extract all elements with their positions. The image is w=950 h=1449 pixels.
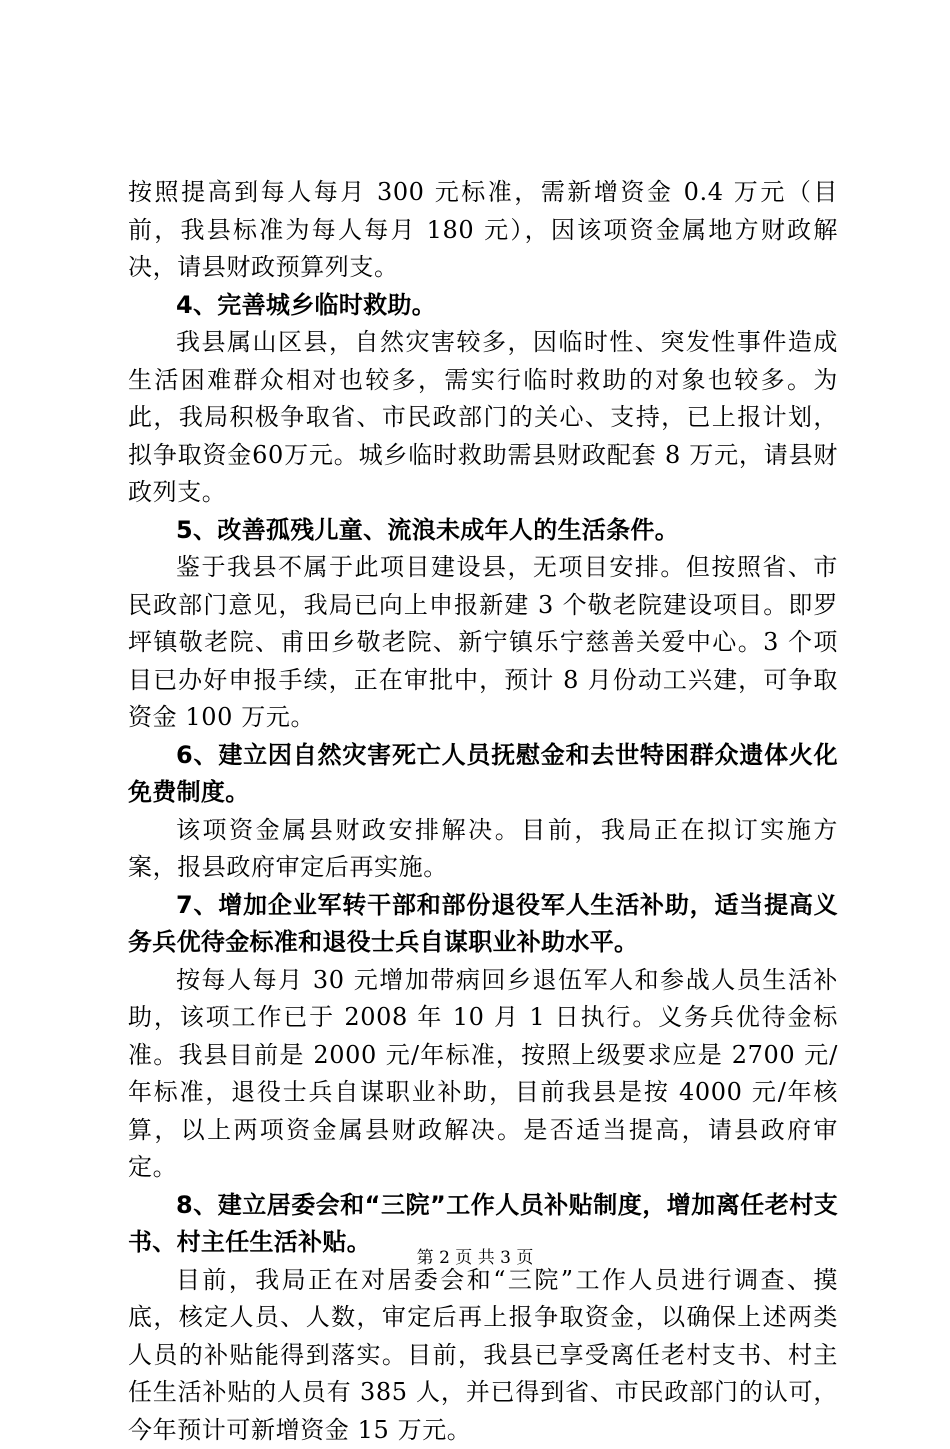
section-heading-6: 6、建立因自然灾害死亡人员抚慰金和去世特困群众遗体火化免费制度。 [128, 737, 838, 812]
section-heading-4: 4、完善城乡临时救助。 [128, 287, 838, 325]
section-heading-5: 5、改善孤残儿童、流浪未成年人的生活条件。 [128, 512, 838, 550]
paragraph-temporary-relief: 我县属山区县，自然灾害较多，因临时性、突发性事件造成生活困难群众相对也较多，需实行临时救助的对象也较多。为此，我局积极争取省、市民政部门的关心、支持，已上报计划，拟争取资金60万元。城乡临时救助需县财政配套 8 万元，请县财政列支。 [128, 324, 838, 512]
paragraph-continuation: 按照提高到每人每月 300 元标准，需新增资金 0.4 万元（目前，我县标准为每人每月 180 元），因该项资金属地方财政解决，请县财政预算列支。 [128, 174, 838, 287]
paragraph-orphan-children: 鉴于我县不属于此项目建设县，无项目安排。但按照省、市民政部门意见，我局已向上申报新建 3 个敬老院建设项目。即罗坪镇敬老院、甫田乡敬老院、新宁镇乐宁慈善关爱中心。3 个项目已办好申报手续，正在审批中，预计 8 月份动工兴建，可争取资金 100 万元。 [128, 549, 838, 737]
page-number-footer: 第 2 页 共 3 页 [0, 1247, 950, 1269]
section-heading-8: 8、建立居委会和“三院”工作人员补贴制度，增加离任老村支书、村主任生活补贴。 [128, 1187, 838, 1262]
section-heading-7: 7、增加企业军转干部和部份退役军人生活补助，适当提高义务兵优待金标准和退役士兵自谋职业补助水平。 [128, 887, 838, 962]
paragraph-veteran-subsidy: 按每人每月 30 元增加带病回乡退伍军人和参战人员生活补助，该项工作已于 2008 年 10 月 1 日执行。义务兵优待金标准。我县目前是 2000 元/年标准，按照上级要求应是 2700 元/年标准，退役士兵自谋职业补助，目前我县是按 4000 元/年核算，以上两项资金属县财政解决。是否适当提高，请县政府审定。 [128, 962, 838, 1187]
paragraph-committee-subsidy: 目前，我局正在对居委会和“三院”工作人员进行调查、摸底，核定人员、人数，审定后再上报争取资金，以确保上述两类人员的补贴能得到落实。目前，我县已享受离任老村支书、村主任生活补贴的人员有 385 人，并已得到省、市民政部门的认可，今年预计可新增资金 15 万元。 [128, 1262, 838, 1449]
paragraph-disaster-compensation: 该项资金属县财政安排解决。目前，我局正在拟订实施方案，报县政府审定后再实施。 [128, 812, 838, 887]
